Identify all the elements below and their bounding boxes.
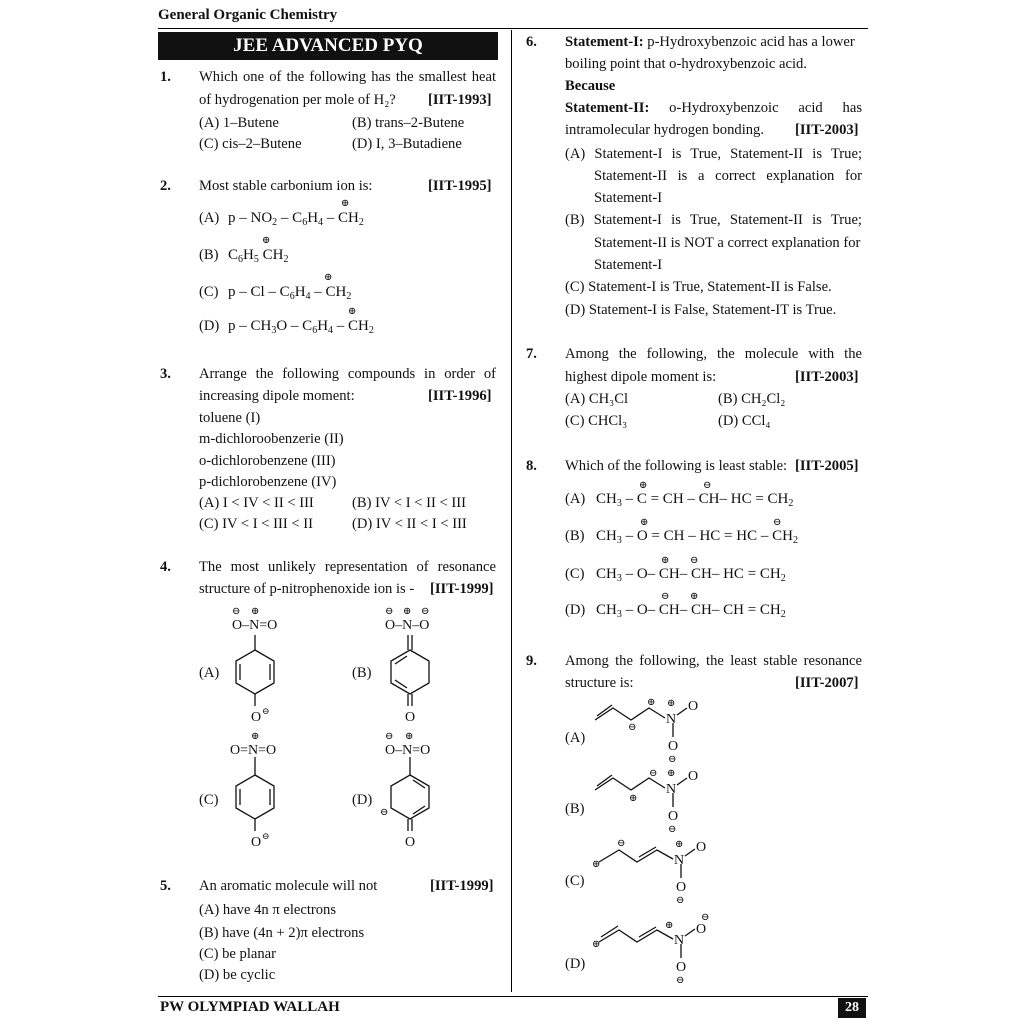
compound-item: toluene (I) [199,410,261,426]
svg-text:⊖: ⊖ [262,831,270,841]
svg-text:⊖: ⊖ [617,838,626,849]
because-label: Because [565,78,616,94]
option-d[interactable]: (D) IV < II < I < III [352,516,467,532]
footer-rule [158,996,868,997]
negative-charge-icon: ⊖ [690,555,699,566]
svg-text:O: O [405,835,416,850]
svg-text:⊖: ⊖ [385,731,394,742]
option-d[interactable]: (D) [199,318,220,334]
svg-text:⊕: ⊕ [251,731,260,742]
svg-text:O: O [688,769,699,784]
option-c[interactable]: (C) CHCl₃ [565,413,628,429]
option-a[interactable]: (A) I < IV < II < III [199,495,314,511]
statement-1-text: boiling point that o-hydroxybenzoic acid. [565,56,807,72]
option-b[interactable]: (B) have (4n + 2)π electrons [199,925,365,941]
resonance-chain-diagram [585,692,725,992]
svg-text:O: O [688,699,699,714]
option-c[interactable]: (C) [199,792,219,808]
svg-text:O: O [676,960,687,975]
option-c[interactable]: (C) be planar [199,946,276,962]
header-rule [158,28,868,29]
formula-c: $CH_3 - O-$ CH– CH– HC = $CH_2$ [596,566,786,584]
negative-charge-icon: ⊖ [661,591,670,602]
svg-text:⊖: ⊖ [649,768,658,779]
resonance-structures-diagram [210,600,510,855]
question-text: Among the following, the molecule with the [565,346,862,362]
question-text: structure is: [565,675,634,691]
svg-text:O: O [251,710,262,725]
option-a[interactable]: (A) 1–Butene [199,115,279,131]
page-header-title: General Organic Chemistry [158,7,338,23]
question-text: Which one of the following has the smallest heat [199,69,496,85]
svg-text:N: N [666,782,677,797]
exam-reference: [IIT-2005] [795,458,859,474]
positive-charge-icon: ⊕ [640,517,649,528]
question-number: 3. [160,366,171,382]
column-divider [511,30,512,992]
option-b[interactable]: (B) [352,665,372,681]
exam-reference: [IIT-1999] [430,581,494,597]
positive-charge-icon: ⊕ [639,480,648,491]
question-number: 1. [160,69,171,85]
option-b[interactable]: (B) IV < I < II < III [352,495,466,511]
question-number: 9. [526,653,537,669]
negative-charge-icon: ⊖ [703,480,712,491]
formula-d: p – $CH_3O - C_6H_4 - CH_2$ [228,318,374,336]
svg-text:⊖: ⊖ [380,807,389,818]
option-d[interactable]: (D) [565,956,586,972]
positive-charge-icon: ⊕ [341,198,350,209]
svg-text:⊕: ⊕ [629,793,638,804]
section-banner: JEE ADVANCED PYQ [158,32,498,60]
svg-text:⊕: ⊕ [667,768,676,779]
svg-text:O: O [696,840,707,855]
svg-text:⊕: ⊕ [647,697,656,708]
question-number: 2. [160,178,171,194]
svg-text:O: O [251,835,262,850]
exam-reference: [IIT-1993] [428,92,492,108]
option-d[interactable]: (D) Statement-I is False, Statement-IT is True. [565,302,837,318]
statement-2-text: intramolecular hydrogen bonding. [565,122,764,138]
svg-text:⊖: ⊖ [385,606,394,617]
svg-text:⊕: ⊕ [592,859,601,870]
option-c[interactable]: (C) [199,284,219,300]
svg-text:⊖: ⊖ [668,754,677,765]
option-a[interactable]: (A) [565,730,586,746]
question-number: 6. [526,34,537,50]
exam-reference: [IIT-1995] [428,178,492,194]
statement-1-text: p-Hydroxybenzoic acid has a lower [643,34,855,50]
question-number: 7. [526,346,537,362]
option-d[interactable]: (D) [352,792,373,808]
svg-text:⊖: ⊖ [628,722,637,733]
svg-text:O: O [668,809,679,824]
question-text: An aromatic molecule will not [199,878,378,894]
option-b[interactable]: (B) [199,247,219,263]
svg-text:⊖: ⊖ [421,606,430,617]
option-a[interactable]: (A) CH₃Cl [565,391,629,407]
exam-reference: [IIT-2003] [795,122,859,138]
option-b[interactable]: (B) [565,528,585,544]
question-text: highest dipole moment is: [565,369,717,385]
option-d[interactable]: (D) CCl₄ [718,413,771,429]
svg-text:⊕: ⊕ [403,606,412,617]
svg-text:N: N [666,712,677,727]
svg-text:O–N=O: O–N=O [385,743,431,758]
svg-text:O–N–O: O–N–O [385,618,430,633]
question-number: 8. [526,458,537,474]
formula-a: $CH_3$ – C = CH – CH– HC = $CH_2$ [596,491,794,509]
compound-item: o-dichlorobenzene (III) [199,453,336,469]
svg-text:⊕: ⊕ [665,920,674,931]
svg-text:O: O [696,922,707,937]
option-b[interactable]: (B) [565,801,585,817]
svg-text:⊖: ⊖ [676,975,685,986]
statement-1-label: Statement-I: [565,34,644,50]
svg-text:N: N [674,933,685,948]
question-text: Most stable carbonium ion is: [199,178,373,194]
svg-text:⊕: ⊕ [592,939,601,950]
exam-reference: [IIT-1996] [428,388,492,404]
option-a[interactable]: (A) [565,491,586,507]
svg-text:⊕: ⊕ [675,839,684,850]
formula-a: p – $NO_2 - C_6H_4 - CH_2$ [228,210,364,228]
option-a[interactable]: (A) [199,210,220,226]
option-c[interactable]: (C) IV < I < III < II [199,516,313,532]
positive-charge-icon: ⊕ [690,591,699,602]
exam-reference: [IIT-1999] [430,878,494,894]
option-c[interactable]: (C) Statement-I is True, Statement-II is False. [565,279,832,295]
question-text: Among the following, the least stable resonance [565,653,862,669]
svg-text:⊕: ⊕ [405,731,414,742]
footer-brand: PW OLYMPIAD WALLAH [160,999,340,1015]
option-b[interactable]: (B) trans–2-Butene [352,115,465,131]
question-text: Arrange the following compounds in order of [199,366,496,382]
negative-charge-icon: ⊖ [773,517,782,528]
statement-2-text: o-Hydroxybenzoic acid has [669,100,862,116]
question-text: The most unlikely representation of resonance [199,559,496,575]
formula-b: $C_6H_5$ $CH_2$ [228,247,289,265]
svg-text:⊖: ⊖ [232,606,241,617]
option-a[interactable]: (A) have 4n π electrons [199,902,337,918]
compound-item: p-dichlorobenzene (IV) [199,474,337,490]
option-d[interactable]: (D) I, 3–Butadiene [352,136,462,152]
svg-text:⊖: ⊖ [701,912,710,923]
option-d[interactable]: (D) [565,602,586,618]
svg-text:⊕: ⊕ [667,698,676,709]
exam-reference: [IIT-2003] [795,369,859,385]
question-number: 5. [160,878,171,894]
svg-text:O: O [676,880,687,895]
positive-charge-icon: ⊕ [348,306,357,317]
question-text: of hydrogenation per mole of H₂? [199,92,396,108]
page-number: 28 [838,998,866,1018]
option-b[interactable]: (B) CH₂Cl₂ [718,391,786,407]
svg-text:N: N [674,853,685,868]
option-c[interactable]: (C) [565,873,585,889]
svg-text:⊖: ⊖ [262,706,270,716]
svg-text:O: O [405,710,416,725]
svg-text:⊖: ⊖ [668,824,677,835]
svg-text:O: O [668,739,679,754]
statement-2-label: Statement-II: [565,100,650,116]
positive-charge-icon: ⊕ [324,272,333,283]
option-d[interactable]: (D) be cyclic [199,967,276,983]
option-c[interactable]: (C) cis–2–Butene [199,136,302,152]
option-c[interactable]: (C) [565,566,585,582]
positive-charge-icon: ⊕ [661,555,670,566]
question-number: 4. [160,559,171,575]
svg-text:O=N=O: O=N=O [230,743,277,758]
compound-item: m-dichloroobenzerie (II) [199,431,344,447]
option-a[interactable]: (A) [199,665,220,681]
question-text: increasing dipole moment: [199,388,355,404]
question-text: Which of the following is least stable: [565,458,788,474]
question-text: structure of p-nitrophenoxide ion is - [199,581,415,597]
svg-text:O–N=O: O–N=O [232,618,278,633]
formula-d: $CH_3 - O-$ CH– CH– CH = $CH_2$ [596,602,786,620]
svg-text:⊕: ⊕ [251,606,260,617]
exam-reference: [IIT-2007] [795,675,859,691]
formula-b: $CH_3$ – O = CH – HC = HC – $CH_2$ [596,528,798,546]
svg-text:⊖: ⊖ [676,895,685,906]
positive-charge-icon: ⊕ [262,235,271,246]
formula-c: p – Cl – $C_6H_4 - CH_2$ [228,284,352,302]
